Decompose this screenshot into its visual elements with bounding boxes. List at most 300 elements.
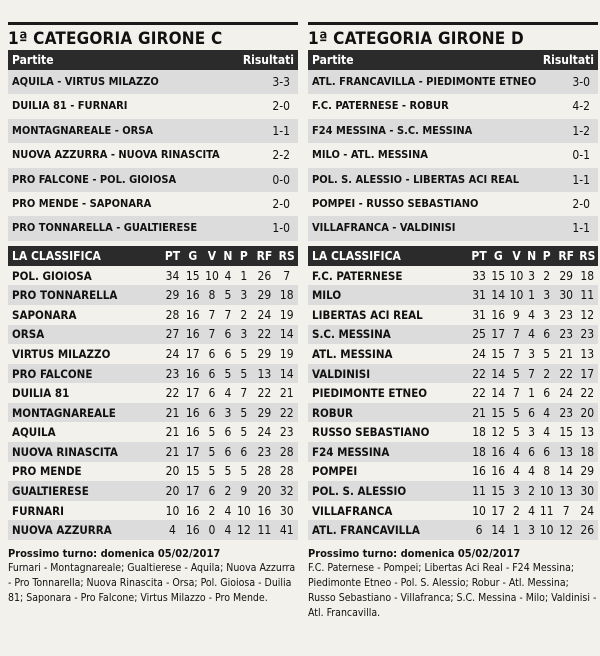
stat-cell: 15	[185, 268, 200, 283]
next-round-fixtures: F.C. Paternese - Pompei; Libertas Aci Real - F24 Messina; Piedimonte Etneo - Pol. S. Alessio; Robur - Atl. Messina; Russo Sebastiano - Villafranca; S.C. Messina - Milo; Valdinisi - Atl. Francavilla.	[308, 562, 597, 620]
stat-cell: 2	[543, 268, 551, 283]
stat-cell: 5	[240, 346, 248, 361]
stat-cell: 11	[257, 523, 272, 538]
stat-cell: 2	[513, 503, 520, 518]
match-teams: POMPEI - RUSSO SEBASTIANO	[312, 196, 479, 210]
stat-cell: 23	[559, 307, 574, 322]
stat-cell: 5	[513, 366, 520, 381]
stat-cell: 14	[279, 327, 294, 342]
stat-cell: 18	[580, 268, 595, 283]
match-result: 2-0	[572, 196, 590, 211]
stat-cell: 5	[240, 405, 248, 420]
stat-cell: 30	[559, 288, 574, 303]
stat-cell: 21	[165, 405, 180, 420]
stat-cell: 1	[528, 386, 536, 401]
standings-table	[8, 246, 298, 540]
stat-cell: 6	[528, 405, 536, 420]
stat-cell: 17	[580, 366, 595, 381]
standings-header-cell: RS	[275, 246, 298, 266]
standings-row	[308, 285, 598, 305]
stat-cell: 18	[580, 444, 595, 459]
stat-cell: 19	[279, 307, 294, 322]
girone-d-column	[308, 0, 598, 656]
team-name: GUALTIERESE	[12, 484, 89, 499]
stat-cell: 24	[580, 503, 595, 518]
stat-cell: 17	[185, 484, 200, 499]
stat-cell: 7	[208, 327, 216, 342]
match-row	[308, 168, 598, 192]
match-teams: MONTAGNAREALE - ORSA	[12, 123, 154, 137]
stat-cell: 29	[257, 288, 272, 303]
match-result: 3-0	[572, 75, 590, 89]
match-row	[8, 70, 298, 94]
match-row	[308, 94, 598, 118]
stat-cell: 3	[513, 484, 520, 499]
stat-cell: 6	[475, 523, 483, 538]
stat-cell: 10	[539, 484, 554, 499]
stat-cell: 7	[513, 346, 520, 361]
next-round-fixtures: Furnari - Montagnareale; Gualtierese - Aquila; Nuova Azzurra - Pro Tonnarella; Nuova Rinascita - Orsa; Pol. Gioiosa - Duilia 81; Saponara - Pro Falcone; Virtus Milazzo - Pro Mende.	[8, 562, 296, 605]
matches-list	[8, 70, 298, 241]
stat-cell: 41	[279, 523, 294, 538]
stat-cell: 29	[580, 464, 595, 479]
matches-header-label: Partite	[12, 53, 54, 67]
stat-cell: 17	[185, 346, 200, 361]
standings-row	[8, 305, 298, 325]
stat-cell: 20	[257, 484, 272, 499]
section-title: 1ª CATEGORIA GIRONE C	[8, 29, 223, 49]
stat-cell: 10	[165, 503, 180, 518]
stat-cell: 12	[236, 523, 251, 538]
match-result: 2-2	[272, 148, 290, 163]
stat-cell: 28	[257, 464, 272, 479]
standings-row	[8, 344, 298, 364]
stat-cell: 17	[491, 327, 506, 342]
standings-row	[8, 285, 298, 305]
stat-cell: 7	[528, 366, 536, 381]
match-row	[8, 168, 298, 192]
standings-row	[8, 325, 298, 345]
team-name: ROBUR	[312, 405, 354, 420]
stat-cell: 1	[528, 288, 536, 303]
team-name: F24 MESSINA	[312, 444, 390, 459]
next-round	[8, 546, 298, 606]
stat-cell: 15	[559, 425, 574, 440]
stat-cell: 1	[240, 268, 248, 283]
stat-cell: 16	[185, 307, 200, 322]
stat-cell: 10	[509, 288, 524, 303]
stat-cell: 13	[559, 484, 574, 499]
stat-cell: 14	[491, 366, 506, 381]
stat-cell: 6	[224, 444, 232, 459]
stat-cell: 2	[208, 503, 216, 518]
team-name: VIRTUS MILAZZO	[12, 346, 111, 361]
matches-header	[8, 50, 298, 70]
team-name: SAPONARA	[12, 307, 77, 322]
stat-cell: 3	[528, 425, 536, 440]
stat-cell: 8	[208, 288, 216, 303]
stat-cell: 5	[543, 346, 551, 361]
match-row	[8, 94, 298, 118]
stat-cell: 4	[224, 523, 232, 538]
standings-row	[308, 383, 598, 403]
match-result: 1-2	[572, 123, 590, 138]
stat-cell: 30	[580, 484, 595, 499]
stat-cell: 22	[165, 386, 180, 401]
stat-cell: 8	[543, 464, 551, 479]
stat-cell: 14	[559, 464, 574, 479]
match-teams: POL. S. ALESSIO - LIBERTAS ACI REAL	[312, 172, 520, 186]
stat-cell: 11	[580, 288, 595, 303]
match-row	[8, 119, 298, 143]
standings-row	[8, 520, 298, 540]
stat-cell: 6	[208, 386, 216, 401]
stat-cell: 10	[236, 503, 251, 518]
standings-header-cell: V	[202, 246, 221, 266]
stat-cell: 20	[165, 484, 180, 499]
stat-cell: 24	[472, 346, 486, 361]
match-result: 0-0	[272, 172, 290, 187]
stat-cell: 16	[491, 464, 506, 479]
team-name: S.C. MESSINA	[312, 327, 391, 342]
stat-cell: 3	[224, 405, 232, 420]
stat-cell: 18	[472, 425, 486, 440]
team-name: MONTAGNAREALE	[12, 405, 116, 420]
standings-row	[8, 266, 298, 286]
standings-row	[8, 364, 298, 384]
stat-cell: 22	[279, 405, 294, 420]
stat-cell: 16	[185, 288, 200, 303]
team-name: PRO TONNARELLA	[12, 288, 118, 303]
matches-header-label: Partite	[312, 53, 354, 67]
top-rule	[308, 22, 598, 25]
stat-cell: 27	[165, 327, 180, 342]
stat-cell: 24	[257, 425, 272, 440]
match-teams: DUILIA 81 - FURNARI	[12, 99, 128, 113]
stat-cell: 17	[185, 386, 200, 401]
team-name: ORSA	[12, 327, 45, 342]
stat-cell: 4	[528, 307, 536, 322]
standings-header-cell: PT	[469, 246, 489, 266]
stat-cell: 22	[559, 366, 574, 381]
stat-cell: 1	[513, 523, 520, 538]
stat-cell: 21	[165, 425, 180, 440]
team-name: MILO	[312, 288, 342, 303]
stat-cell: 4	[543, 425, 551, 440]
stat-cell: 5	[240, 366, 248, 381]
stat-cell: 6	[543, 386, 551, 401]
stat-cell: 24	[559, 386, 574, 401]
stat-cell: 12	[491, 425, 506, 440]
match-teams: VILLAFRANCA - VALDINISI	[312, 221, 456, 235]
stat-cell: 5	[240, 425, 248, 440]
team-name: PRO MENDE	[12, 464, 82, 479]
stat-cell: 2	[240, 307, 248, 322]
standings-header-cell: V	[507, 246, 525, 266]
stat-cell: 22	[580, 386, 595, 401]
match-row	[308, 143, 598, 167]
standings-table	[308, 246, 598, 540]
team-name: POL. GIOIOSA	[12, 268, 92, 283]
stat-cell: 6	[224, 425, 232, 440]
stat-cell: 6	[543, 327, 551, 342]
standings-row	[308, 501, 598, 521]
standings-row	[308, 364, 598, 384]
stat-cell: 18	[472, 444, 486, 459]
standings-header-row	[308, 246, 598, 266]
team-name: FURNARI	[12, 503, 64, 518]
results-header-label: Risultati	[542, 53, 594, 67]
stat-cell: 6	[208, 346, 216, 361]
standings-header-cell: RS	[577, 246, 598, 266]
stat-cell: 9	[513, 307, 520, 322]
standings-row	[308, 344, 598, 364]
stat-cell: 20	[580, 405, 595, 420]
team-name: VALDINISI	[312, 366, 371, 381]
match-teams: PRO TONNARELLA - GUALTIERESE	[12, 221, 198, 235]
stat-cell: 7	[224, 307, 232, 322]
stat-cell: 6	[208, 366, 216, 381]
stat-cell: 18	[279, 288, 294, 303]
match-row	[308, 192, 598, 216]
stat-cell: 25	[472, 327, 486, 342]
team-name: DUILIA 81	[12, 386, 70, 401]
match-row	[308, 216, 598, 240]
stat-cell: 10	[205, 268, 219, 283]
stat-cell: 6	[240, 444, 248, 459]
stat-cell: 21	[472, 405, 486, 420]
stat-cell: 29	[257, 346, 272, 361]
standings-row	[308, 520, 598, 540]
stat-cell: 31	[472, 307, 486, 322]
stat-cell: 33	[472, 268, 486, 283]
stat-cell: 6	[224, 346, 232, 361]
stat-cell: 29	[165, 288, 180, 303]
stat-cell: 20	[165, 464, 180, 479]
standings-header-cell: P	[234, 246, 253, 266]
stat-cell: 10	[472, 503, 486, 518]
stat-cell: 13	[559, 444, 574, 459]
stat-cell: 4	[224, 268, 232, 283]
stat-cell: 7	[513, 386, 520, 401]
team-name: ATL. MESSINA	[312, 346, 393, 361]
stat-cell: 26	[580, 523, 595, 538]
stat-cell: 4	[513, 444, 520, 459]
match-row	[8, 143, 298, 167]
next-round	[308, 546, 598, 621]
match-result: 2-0	[272, 196, 290, 211]
standings-header-cell: RF	[556, 246, 577, 266]
match-result: 2-0	[272, 99, 290, 114]
standings-row	[8, 403, 298, 423]
stat-cell: 13	[580, 425, 595, 440]
standings-row	[308, 462, 598, 482]
stat-cell: 28	[279, 444, 294, 459]
standings-row	[8, 501, 298, 521]
standings-row	[308, 305, 598, 325]
top-rule	[8, 22, 298, 25]
stat-cell: 2	[543, 366, 551, 381]
stat-cell: 13	[257, 366, 272, 381]
stat-cell: 10	[509, 268, 524, 283]
standings-header-row	[8, 246, 298, 266]
team-name: ATL. FRANCAVILLA	[312, 523, 420, 538]
stat-cell: 3	[240, 288, 248, 303]
stat-cell: 4	[528, 503, 536, 518]
team-name: PRO FALCONE	[12, 366, 93, 381]
stat-cell: 3	[240, 327, 248, 342]
stat-cell: 6	[528, 444, 536, 459]
match-result: 1-1	[572, 172, 590, 187]
stat-cell: 23	[279, 425, 294, 440]
match-row	[308, 119, 598, 143]
stat-cell: 17	[491, 503, 506, 518]
stat-cell: 14	[491, 288, 506, 303]
standings-header-cell: LA CLASSIFICA	[308, 246, 469, 266]
stat-cell: 30	[279, 503, 294, 518]
match-teams: PRO FALCONE - POL. GIOIOSA	[12, 172, 177, 186]
stat-cell: 10	[539, 523, 554, 538]
standings-row	[308, 442, 598, 462]
match-result: 3-3	[272, 75, 290, 89]
standings-row	[308, 422, 598, 442]
next-round-label: Prossimo turno: domenica 05/02/2017	[308, 547, 521, 561]
stat-cell: 28	[165, 307, 180, 322]
stat-cell: 16	[185, 523, 200, 538]
match-row	[8, 192, 298, 216]
match-result: 0-1	[572, 148, 590, 163]
team-name: AQUILA	[12, 425, 56, 440]
standings-row	[8, 422, 298, 442]
standings-row	[8, 481, 298, 501]
match-teams: AQUILA - VIRTUS MILAZZO	[12, 75, 159, 88]
stat-cell: 16	[185, 405, 200, 420]
stat-cell: 14	[491, 523, 506, 538]
team-name: VILLAFRANCA	[312, 503, 393, 518]
stat-cell: 16	[185, 503, 200, 518]
stat-cell: 28	[279, 464, 294, 479]
stat-cell: 22	[472, 386, 486, 401]
stat-cell: 14	[491, 386, 506, 401]
stat-cell: 16	[491, 444, 506, 459]
next-round-label: Prossimo turno: domenica 05/02/2017	[8, 547, 221, 561]
results-header-label: Risultati	[242, 53, 294, 67]
stat-cell: 5	[208, 464, 216, 479]
match-teams: PRO MENDE - SAPONARA	[12, 196, 152, 210]
stat-cell: 2	[224, 484, 232, 499]
standings-header-cell: G	[489, 246, 507, 266]
match-teams: ATL. FRANCAVILLA - PIEDIMONTE ETNEO	[312, 75, 537, 88]
standings-header-cell: RF	[253, 246, 275, 266]
match-result: 1-0	[272, 221, 290, 236]
stat-cell: 6	[208, 484, 216, 499]
stat-cell: 15	[491, 484, 506, 499]
stat-cell: 5	[240, 464, 248, 479]
stat-cell: 15	[185, 464, 200, 479]
stat-cell: 22	[472, 366, 486, 381]
stat-cell: 5	[513, 425, 520, 440]
standings-row	[308, 266, 598, 286]
stat-cell: 11	[539, 503, 554, 518]
stat-cell: 5	[224, 288, 232, 303]
team-name: PIEDIMONTE ETNEO	[312, 386, 428, 401]
stat-cell: 3	[528, 523, 536, 538]
stat-cell: 5	[513, 405, 520, 420]
stat-cell: 4	[224, 386, 232, 401]
stat-cell: 15	[491, 268, 506, 283]
stat-cell: 7	[240, 386, 248, 401]
stat-cell: 7	[208, 307, 216, 322]
stat-cell: 3	[543, 307, 551, 322]
team-name: LIBERTAS ACI REAL	[312, 307, 423, 322]
stat-cell: 17	[185, 444, 200, 459]
stat-cell: 5	[224, 464, 232, 479]
stat-cell: 4	[543, 405, 551, 420]
stat-cell: 13	[580, 346, 595, 361]
stat-cell: 32	[279, 484, 294, 499]
stat-cell: 23	[165, 366, 180, 381]
stat-cell: 21	[559, 346, 574, 361]
stat-cell: 4	[528, 327, 536, 342]
stat-cell: 23	[580, 327, 595, 342]
match-result: 1-1	[272, 123, 290, 138]
matches-header	[308, 50, 598, 70]
standings-header-cell: LA CLASSIFICA	[8, 246, 162, 266]
matches-list	[308, 70, 598, 241]
standings-header-cell: P	[538, 246, 556, 266]
standings-header-cell: G	[183, 246, 202, 266]
stat-cell: 22	[257, 386, 272, 401]
stat-cell: 24	[165, 346, 180, 361]
stat-cell: 21	[279, 386, 294, 401]
stat-cell: 16	[185, 327, 200, 342]
standings-row	[8, 442, 298, 462]
stat-cell: 16	[472, 464, 486, 479]
stat-cell: 34	[165, 268, 180, 283]
team-name: RUSSO SEBASTIANO	[312, 425, 430, 440]
stat-cell: 21	[165, 444, 180, 459]
stat-cell: 16	[491, 307, 506, 322]
stat-cell: 15	[491, 405, 506, 420]
stat-cell: 16	[185, 425, 200, 440]
stat-cell: 7	[283, 268, 291, 283]
standings-row	[8, 383, 298, 403]
stat-cell: 29	[257, 405, 272, 420]
stat-cell: 16	[257, 503, 272, 518]
stat-cell: 5	[208, 444, 216, 459]
team-name: NUOVA RINASCITA	[12, 444, 118, 459]
team-name: POMPEI	[312, 464, 358, 479]
stat-cell: 6	[208, 405, 216, 420]
match-teams: MILO - ATL. MESSINA	[312, 148, 428, 162]
match-teams: F24 MESSINA - S.C. MESSINA	[312, 123, 473, 137]
girone-c-column	[8, 0, 298, 656]
match-row	[8, 216, 298, 240]
stat-cell: 4	[528, 464, 536, 479]
stat-cell: 19	[279, 346, 294, 361]
stat-cell: 3	[528, 346, 536, 361]
stat-cell: 31	[472, 288, 486, 303]
standings-row	[308, 481, 598, 501]
match-result: 1-1	[572, 221, 590, 236]
stat-cell: 24	[257, 307, 272, 322]
team-name: NUOVA AZZURRA	[12, 523, 112, 538]
standings-row	[308, 325, 598, 345]
stat-cell: 9	[240, 484, 248, 499]
stat-cell: 12	[580, 307, 595, 322]
stat-cell: 6	[224, 327, 232, 342]
stat-cell: 23	[257, 444, 272, 459]
